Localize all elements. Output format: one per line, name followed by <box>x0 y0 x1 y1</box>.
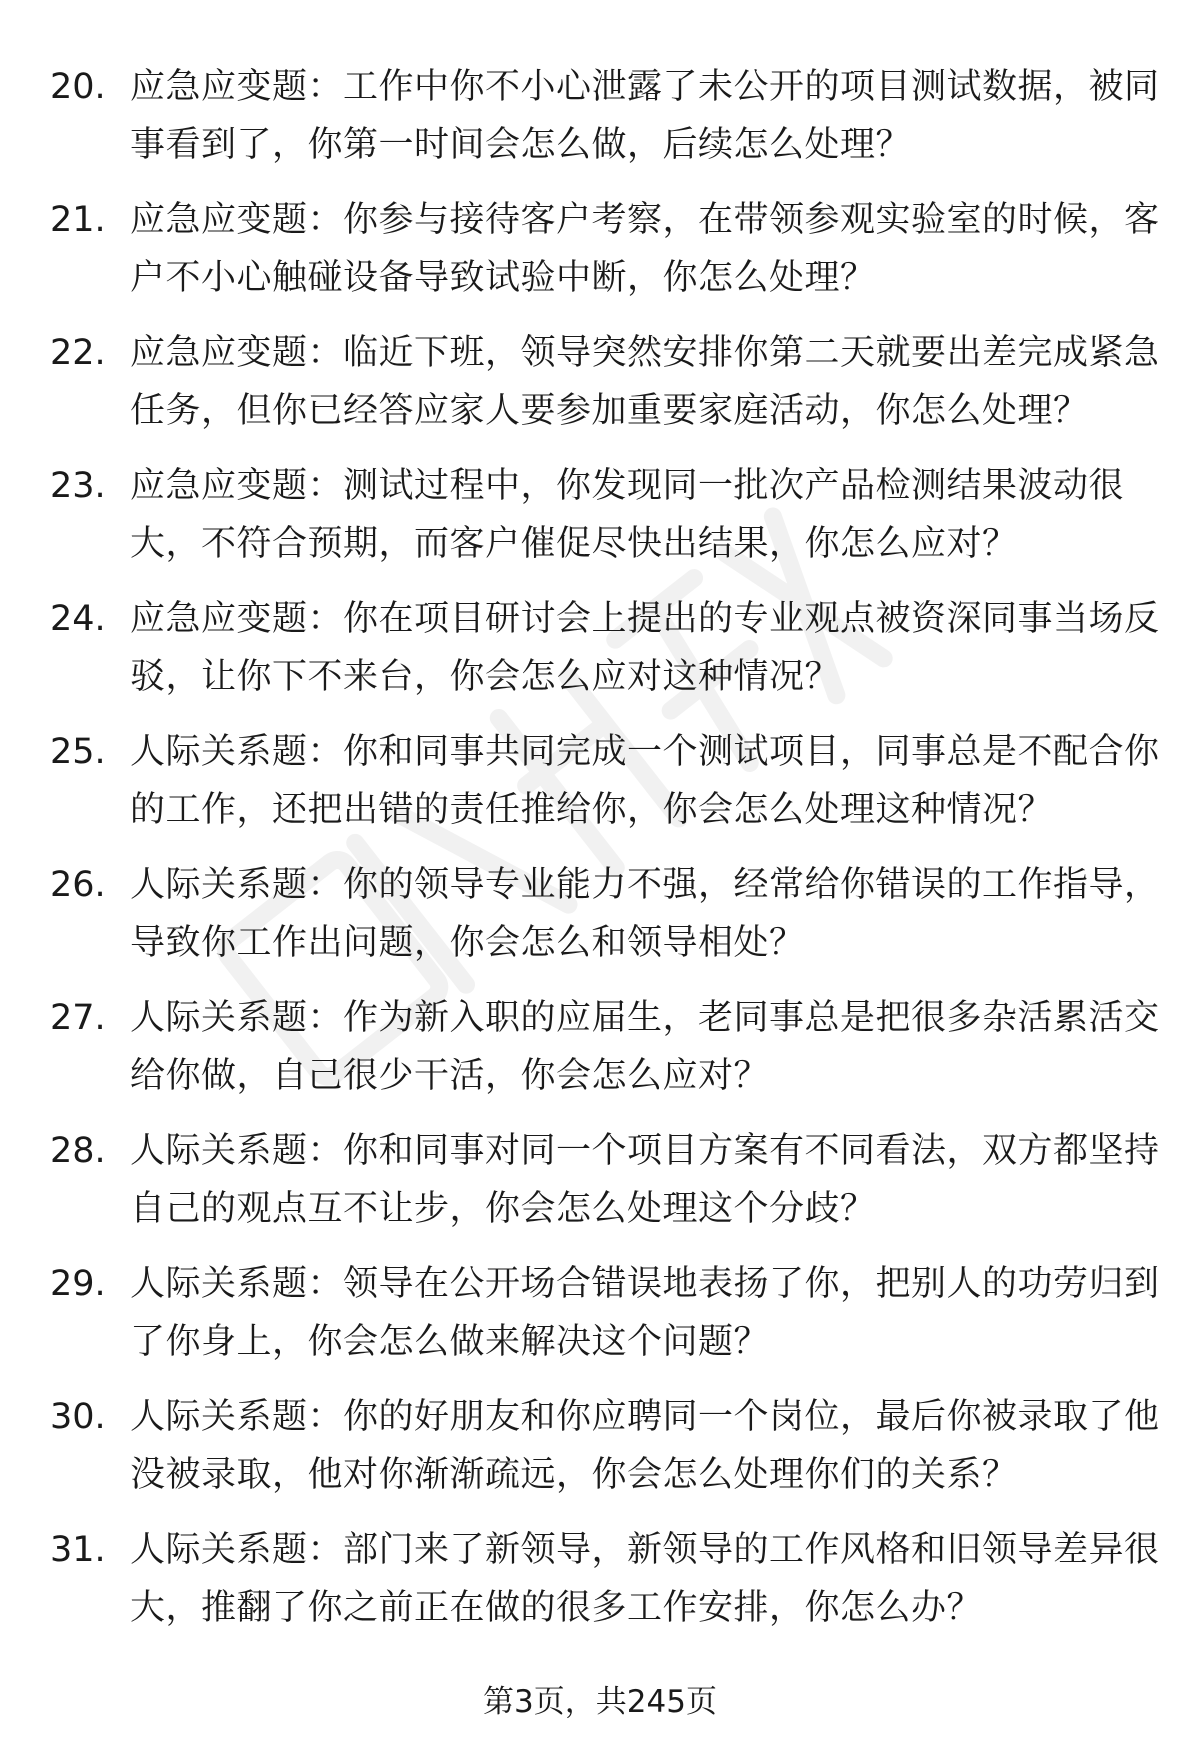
question-text: 应急应变题：测试过程中，你发现同一批次产品检测结果波动很大，不符合预期，而客户催促尽快出结果，你怎么应对？ <box>130 466 1125 564</box>
question-item <box>50 1521 1160 1654</box>
question-text: 人际关系题：你的领导专业能力不强，经常给你错误的工作指导，导致你工作出问题，你会怎么和领导相处？ <box>130 865 1160 963</box>
question-number: 20. <box>50 67 106 107</box>
question-item <box>50 989 1160 1122</box>
question-number: 22. <box>50 333 106 373</box>
question-number: 25. <box>50 732 106 772</box>
question-number: 23. <box>50 466 106 506</box>
question-item <box>50 723 1160 856</box>
question-list <box>50 58 1160 1654</box>
question-text: 人际关系题：领导在公开场合错误地表扬了你，把别人的功劳归到了你身上，你会怎么做来解决这个问题？ <box>130 1264 1160 1362</box>
question-number: 30. <box>50 1397 106 1437</box>
question-item <box>50 58 1160 191</box>
question-item <box>50 1122 1160 1255</box>
question-text: 人际关系题：你和同事对同一个项目方案有不同看法，双方都坚持自己的观点互不让步，你会怎么处理这个分歧？ <box>130 1131 1160 1229</box>
question-number: 28. <box>50 1131 106 1171</box>
question-text: 应急应变题：你在项目研讨会上提出的专业观点被资深同事当场反驳，让你下不来台，你会怎么应对这种情况？ <box>130 599 1160 697</box>
question-item <box>50 590 1160 723</box>
question-item <box>50 457 1160 590</box>
question-text: 应急应变题：你参与接待客户考察，在带领参观实验室的时候，客户不小心触碰设备导致试验中断，你怎么处理？ <box>130 200 1160 298</box>
page-footer: 第3页，共245页 <box>483 1684 717 1720</box>
question-number: 29. <box>50 1264 106 1304</box>
question-number: 24. <box>50 599 106 639</box>
question-number: 27. <box>50 998 106 1038</box>
question-item <box>50 1255 1160 1388</box>
question-item <box>50 191 1160 324</box>
question-text: 人际关系题：作为新入职的应届生，老同事总是把很多杂活累活交给你做，自己很少干活，你会怎么应对？ <box>130 998 1160 1096</box>
question-number: 26. <box>50 865 106 905</box>
question-item <box>50 856 1160 989</box>
question-text: 人际关系题：你的好朋友和你应聘同一个岗位，最后你被录取了他没被录取，他对你渐渐疏远，你会怎么处理你们的关系？ <box>130 1397 1160 1495</box>
question-number: 21. <box>50 200 106 240</box>
question-item <box>50 1388 1160 1521</box>
question-text: 应急应变题：工作中你不小心泄露了未公开的项目测试数据，被同事看到了，你第一时间会怎么做，后续怎么处理？ <box>130 67 1160 165</box>
question-text: 应急应变题：临近下班，领导突然安排你第二天就要出差完成紧急任务，但你已经答应家人要参加重要家庭活动，你怎么处理？ <box>130 333 1160 431</box>
question-text: 人际关系题：部门来了新领导，新领导的工作风格和旧领导差异很大，推翻了你之前正在做的很多工作安排，你怎么办？ <box>130 1530 1160 1628</box>
question-number: 31. <box>50 1530 106 1570</box>
question-text: 人际关系题：你和同事共同完成一个测试项目，同事总是不配合你的工作，还把出错的责任推给你，你会怎么处理这种情况？ <box>130 732 1160 830</box>
question-item <box>50 324 1160 457</box>
